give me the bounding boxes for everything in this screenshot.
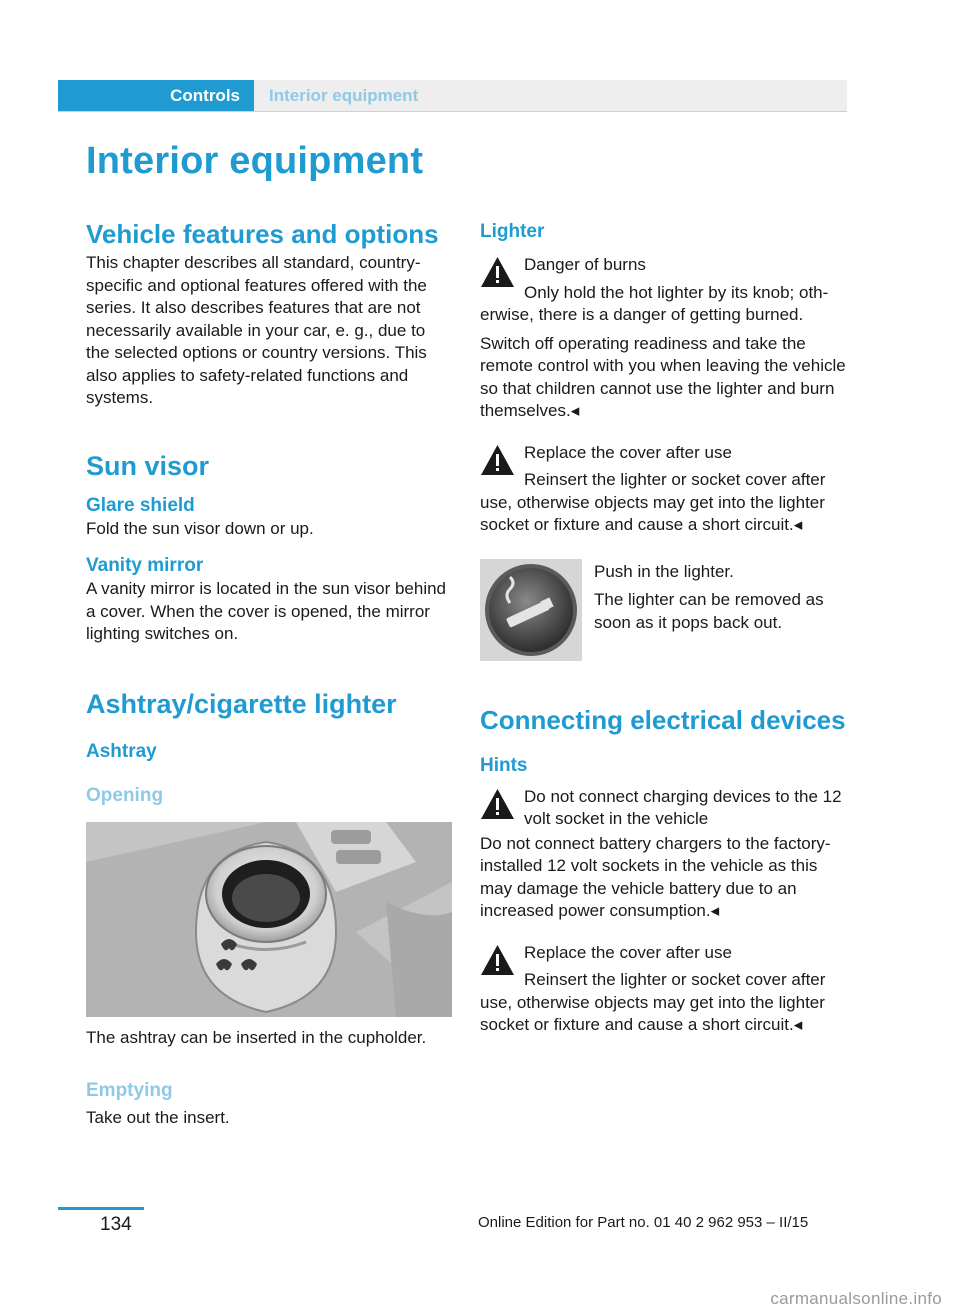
ashtray-caption: The ashtray can be inserted in the cupholder.: [86, 1027, 427, 1047]
left-column: [86, 218, 448, 1130]
warning-triangle-icon: [480, 788, 515, 820]
footer-accent-line: [58, 1207, 144, 1210]
lighter-removed-text: The lighter can be removed as soon as it pops back out.: [594, 590, 824, 632]
watermark: carmanualsonline.info: [770, 1289, 942, 1308]
chapter-label: Controls: [170, 85, 240, 105]
right-column: [480, 218, 846, 1037]
edition-note: Online Edition for Part no. 01 40 2 962 953 – II/15: [478, 1214, 809, 1231]
warning-cover: [480, 442, 846, 537]
emptying-heading: Emptying: [86, 1080, 173, 1101]
hints-heading: Hints: [480, 754, 528, 776]
vehicle-features-body: This chapter describes all standard, country-specific and optional features offered with the series. It also describes features that are not necessarily available in your car, e. g., due to the selected options or country versions. This also applies to safety-related functions and systems.: [86, 253, 427, 407]
warning-cover-2-title: Replace the cover after use: [524, 942, 732, 962]
lighter-heading: Lighter: [480, 221, 545, 242]
page-title: Interior equipment: [86, 140, 424, 182]
cigarette-lighter-icon: [480, 559, 582, 661]
warning-cover-title: Replace the cover after use: [524, 442, 732, 462]
warning-chargers: [480, 786, 846, 923]
warning-cover-2: [480, 942, 846, 1037]
chapter-tab: [58, 80, 254, 111]
warning-burns-body-a: Only hold the hot lighter by its knob; oth-: [524, 282, 829, 302]
page-number: 134: [100, 1214, 132, 1235]
emptying-body: Take out the insert.: [86, 1108, 230, 1127]
warning-cover-2-body-b: use, otherwise objects may get into the lighter socket or fixture and cause a short circuit.◂: [480, 992, 825, 1034]
warning-chargers-title: Do not connect charging devices to the 12 volt socket in the vehicle: [524, 786, 842, 828]
vehicle-features-heading: Vehicle features and options: [86, 219, 439, 249]
warning-triangle-icon: [480, 944, 515, 976]
warning-burns-title: Danger of burns: [524, 255, 646, 274]
warning-chargers-body: Do not connect battery chargers to the factory-installed 12 volt sockets in the vehicle as this may damage the vehicle battery due to an increased power consumption.◂: [480, 833, 831, 920]
warning-burns-body-b: erwise, there is a danger of getting burned.: [480, 305, 804, 324]
ashtray-heading: Ashtray/cigarette lighter: [86, 688, 397, 719]
warning-burns-body-c: Switch off operating readiness and take the remote control with you when leaving the vehicle so that children cannot use the lighter and burn themselves.◂: [480, 333, 846, 420]
warning-triangle-icon: [480, 444, 515, 476]
lighter-photo: [480, 559, 582, 661]
lighter-instruction: [480, 559, 846, 661]
glare-shield-heading: Glare shield: [86, 494, 195, 516]
push-lighter-text: Push in the lighter.: [594, 561, 734, 581]
glare-shield-body: Fold the sun visor down or up.: [86, 518, 314, 538]
vanity-mirror-body: A vanity mirror is located in the sun visor behind a cover. When the cover is opened, the mirror lighting switches on.: [86, 579, 447, 643]
ashtray-photo: [86, 822, 452, 1017]
warning-triangle-icon: [480, 256, 515, 288]
ashtray-sub-heading: Ashtray: [86, 740, 157, 762]
ashtray-illustration: [86, 822, 452, 1017]
electrical-devices-heading: Connecting electrical devices: [480, 704, 846, 735]
warning-cover-body-a: Reinsert the lighter or socket cover after: [524, 470, 826, 489]
warning-cover-2-body-a: Reinsert the lighter or socket cover after: [524, 970, 826, 989]
sun-visor-heading: Sun visor: [86, 450, 210, 481]
section-label: Interior equipment: [269, 86, 419, 105]
warning-burns: [480, 254, 846, 423]
warning-cover-body-b: use, otherwise objects may get into the lighter socket or fixture and cause a short circuit.◂: [480, 492, 825, 534]
vanity-mirror-heading: Vanity mirror: [86, 555, 204, 576]
opening-heading: Opening: [86, 784, 164, 806]
